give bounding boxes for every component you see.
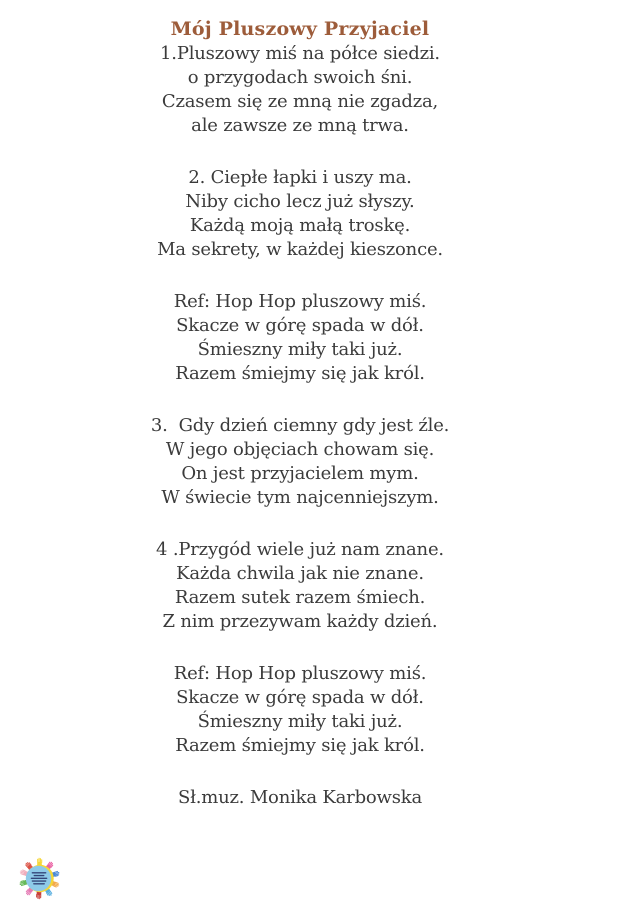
lyric-line: Skacze w górę spada w dół. <box>176 687 424 708</box>
lyric-line: Razem sutek razem śmiech. <box>174 587 426 608</box>
lyric-line: Śmieszny miły taki już. <box>197 339 403 360</box>
lyric-line: Ref: Hop Hop pluszowy miś. <box>173 291 427 312</box>
lyric-line: W jego objęciach chowam się. <box>165 439 435 460</box>
stanza-verse-1 <box>0 42 600 138</box>
lyric-line: ale zawsze ze mną trwa. <box>191 115 409 136</box>
colorful-hands-logo <box>16 855 63 902</box>
stanza-refrain-1 <box>0 290 600 386</box>
lyric-line: 3. Gdy dzień ciemny gdy jest źle. <box>150 415 450 436</box>
lyric-line: On jest przyjacielem mym. <box>181 463 419 484</box>
stanza-verse-4 <box>0 538 600 634</box>
lyric-line: Z nim przezywam każdy dzień. <box>162 611 438 632</box>
lyric-line: Ma sekrety, w każdej kieszonce. <box>157 239 443 260</box>
stanza-refrain-2 <box>0 662 600 758</box>
stanza-verse-2 <box>0 166 600 262</box>
lyric-line: Razem śmiejmy się jak król. <box>175 363 425 384</box>
lyric-line: Skacze w górę spada w dół. <box>176 315 424 336</box>
lyric-line: o przygodach swoich śni. <box>187 67 413 88</box>
lyric-line: Każda chwila jak nie znane. <box>176 563 424 584</box>
lyric-line: Razem śmiejmy się jak król. <box>175 735 425 756</box>
lyric-line: 4 .Przygód wiele już nam znane. <box>156 539 444 560</box>
song-title: Mój Pluszowy Przyjaciel <box>170 18 430 40</box>
lyric-line: Niby cicho lecz już słyszy. <box>185 191 415 212</box>
stanza-verse-3 <box>0 414 600 510</box>
lyric-line: Czasem się ze mną nie zgadza, <box>161 91 439 112</box>
lyric-line: 1.Pluszowy miś na półce siedzi. <box>160 43 440 64</box>
credit-line: Sł.muz. Monika Karbowska <box>177 787 423 808</box>
lyric-line: Ref: Hop Hop pluszowy miś. <box>173 663 427 684</box>
lyric-line: Śmieszny miły taki już. <box>197 711 403 732</box>
lyric-line: Każdą moją małą troskę. <box>189 215 411 236</box>
hands-circle-icon <box>16 855 63 902</box>
lyric-line: W świecie tym najcenniejszym. <box>161 487 439 508</box>
lyric-line: 2. Ciepłe łapki i uszy ma. <box>188 167 412 188</box>
